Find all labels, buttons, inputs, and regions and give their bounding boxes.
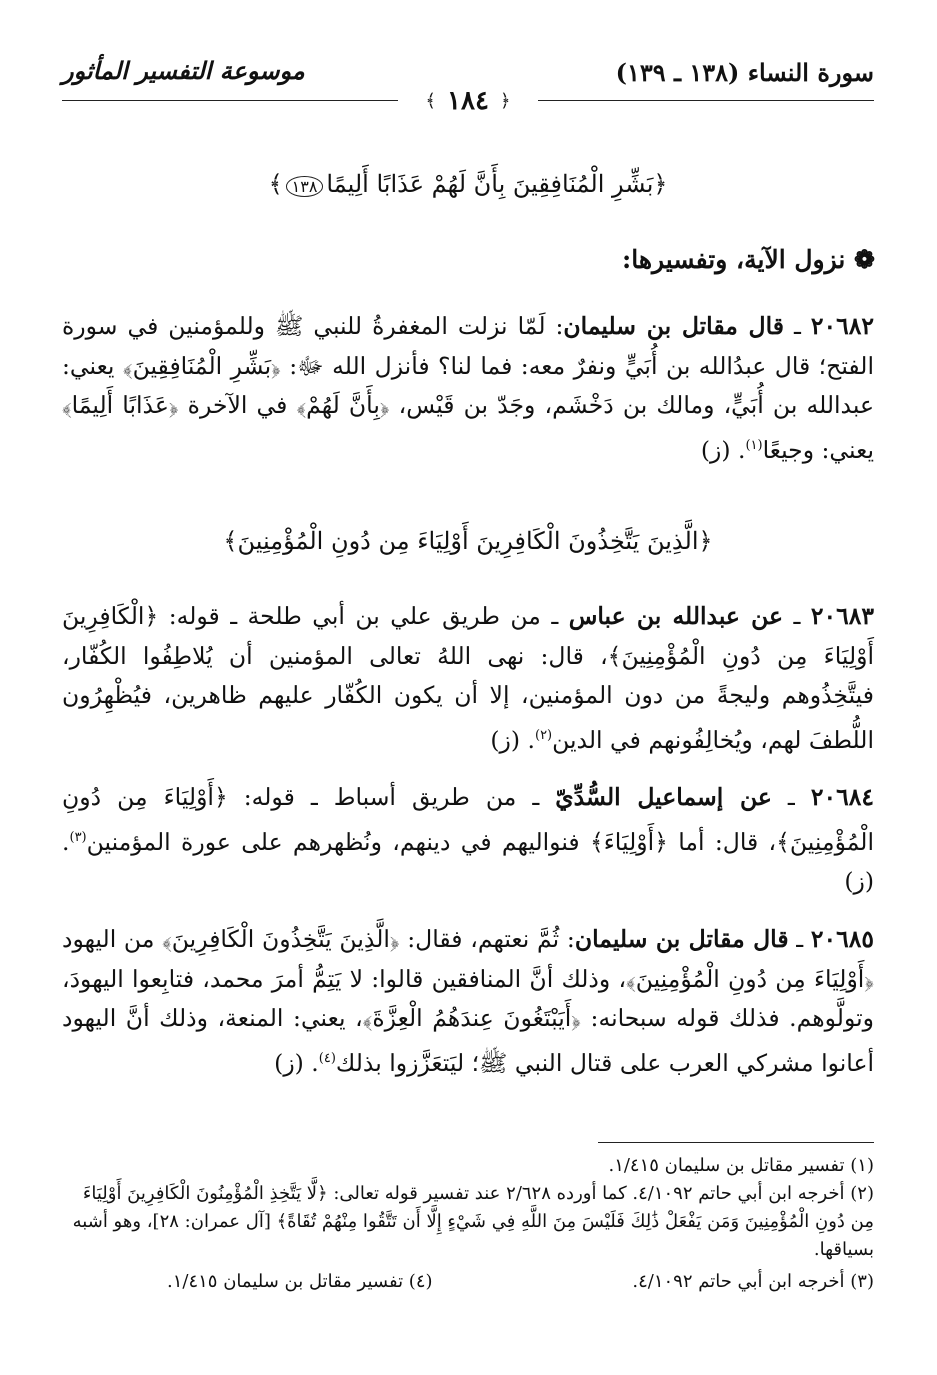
footnote-ref: (٢) — [534, 727, 553, 743]
narration-text: : ثُمَّ نعتهم، فقال: ﴿الَّذِينَ يَتَّخِذُونَ الْكَافِرِينَ﴾ من اليهود ﴿أَوْلِيَاءَ مِن دُونِ الْمُؤْمِنِينَ﴾، وذلك أنَّ المنافقين قالوا: لا يَتِمُّ أمرَ محمد، فتابِعوا اليهودَ، وتولَّوهم. فذلك قوله سبحانه: ﴿أَيَبْتَغُونَ عِندَهُمُ الْعِزَّةَ﴾، يعني: المنعة، وذلك أنَّ اليهود أعانوا مشركي العرب على قتال النبي ﷺ؛ ليَتعَزَّزوا بذلك — [62, 925, 874, 1077]
narration-20683: ٢٠٦٨٣ ـ عن عبدالله بن عباس ـ من طريق علي بن أبي طلحة ـ قوله: ﴿الْكَافِرِينَ أَوْلِيَاءَ مِن دُونِ الْمُؤْمِنِينَ﴾، قال: نهى اللهُ تعالى المؤمنين أن يُلاطِفُوا الكُفّار، فيتَّخِذُوهم وليجةً من دون المؤمنين، إلا أن يكون الكُفّار عليهم ظاهرين، فيُظْهِرُون اللُّطفَ لهم، ويُخالِفُونهم في الدين$^{(٢)}$. (ز) — [62, 602, 874, 754]
narration-number: ٢٠٦٨٥ — [810, 925, 875, 953]
narrator-name: عن إسماعيل السُّدِّيّ — [555, 783, 772, 811]
narration-text: ـ من طريق أسباط ـ قوله: ﴿أَوْلِيَاءَ مِن دُونِ الْمُؤْمِنِينَ﴾، قال: أما ﴿أَوْلِيَاءَ﴾ فنواليهم في دينهم، ونُظهرهم على عورة المؤمنين — [62, 783, 874, 856]
quran-verse-138 — [62, 170, 874, 198]
source-marker: . (ز) — [490, 725, 535, 754]
quran-verse-139: ﴿الَّذِينَ يَتَّخِذُونَ الْكَافِرِينَ أَوْلِيَاءَ مِن دُونِ الْمُؤْمِنِينَ﴾ — [223, 527, 713, 555]
narration-20684: ٢٠٦٨٤ ـ عن إسماعيل السُّدِّيّ ـ من طريق أسباط ـ قوله: ﴿أَوْلِيَاءَ مِن دُونِ الْمُؤْمِنِينَ﴾، قال: أما ﴿أَوْلِيَاءَ﴾ فنواليهم في دينهم، ونُظهرهم على عورة المؤمنين$^{(٣)}$. (ز) — [62, 783, 874, 895]
footnote-4: (٤) تفسير مقاتل بن سليمان ١/٤١٥. — [167, 1271, 433, 1292]
narrator-name: قال مقاتل بن سليمان — [574, 925, 789, 953]
footnote-2: (٢) أخرجه ابن أبي حاتم ٤/١٠٩٢. كما أورده ٢/٦٢٨ عند تفسير قوله تعالى: ﴿لَّا يَتَّخِذِ الْمُؤْمِنُونَ الْكَافِرِينَ أَوْلِيَاءَ مِن دُونِ الْمُؤْمِنِينَ وَمَن يَفْعَلْ ذَٰلِكَ فَلَيْسَ مِنَ اللَّهِ فِي شَيْءٍ إِلَّا أَن تَتَّقُوا مِنْهُمْ تُقَاةً﴾ [آل عمران: ٢٨]، وهو أشبه بسياقها. — [72, 1183, 874, 1260]
narration-text: : لَمّا نزلت المغفرةُ للنبي ﷺ وللمؤمنين في سورة الفتح؛ قال عبدُالله بن أُبَيٍّ ونفرٌ معه: فما لنا؟ فأنزل الله ﷻ: ﴿بَشِّرِ الْمُنَافِقِينَ﴾ يعني: عبدالله بن أُبَيٍّ، ومالك بن دَخْشَم، وجَدّ بن قَيْس، ﴿بِأَنَّ لَهُمْ﴾ في الآخرة ﴿عَذَابًا أَلِيمًا﴾ يعني: وجيعًا — [62, 312, 874, 464]
source-marker: . (ز) — [274, 1048, 319, 1077]
ornament-icon: ﴿ — [500, 90, 511, 112]
narration-text: ـ من طريق علي بن أبي طلحة ـ قوله: ﴿الْكَافِرِينَ أَوْلِيَاءَ مِن دُونِ الْمُؤْمِنِينَ﴾، قال: نهى اللهُ تعالى المؤمنين أن يُلاطِفُوا الكُفّار، فيتَّخِذُوهم وليجةً من دون المؤمنين، إلا أن يكون الكُفّار عليهم ظاهرين، فيُظْهِرُون اللُّطفَ لهم، ويُخالِفُونهم في الدين — [62, 602, 874, 754]
footnote-ref: (١) — [745, 437, 763, 453]
footnote-3: (٣) أخرجه ابن أبي حاتم ٤/١٠٩٢. — [632, 1271, 874, 1292]
footnote-ref: (٣) — [69, 829, 87, 845]
ornament-icon: ﴾ — [425, 90, 436, 112]
page-number: ١٨٤ — [447, 86, 489, 116]
footnote-rule — [598, 1142, 874, 1143]
section-heading: ❁ نزول الآية، وتفسيرها: — [621, 245, 875, 274]
narration-number: ٢٠٦٨٤ — [810, 783, 874, 811]
verse-number: ١٣٨ — [286, 176, 324, 197]
narrator-name: عن عبدالله بن عباس — [568, 602, 784, 630]
encyclopedia-title: موسوعة التفسير المأثور — [62, 56, 305, 85]
source-marker: . (ز) — [700, 435, 746, 464]
footnote-ref: (٤) — [318, 1050, 336, 1066]
narration-number: ٢٠٦٨٢ — [810, 312, 875, 340]
narrator-name: قال مقاتل بن سليمان — [563, 312, 784, 340]
verse-text: ﴿بَشِّرِ الْمُنَافِقِينَ بِأَنَّ لَهُمْ عَذَابًا أَلِيمًا — [326, 170, 668, 198]
page-number-block — [398, 86, 538, 116]
narration-20682: ٢٠٦٨٢ ـ قال مقاتل بن سليمان: لَمّا نزلت المغفرةُ للنبي ﷺ وللمؤمنين في سورة الفتح؛ قال عبدُالله بن أُبَيٍّ ونفرٌ معه: فما لنا؟ فأنزل الله ﷻ: ﴿بَشِّرِ الْمُنَافِقِينَ﴾ يعني: عبدالله بن أُبَيٍّ، ومالك بن دَخْشَم، وجَدّ بن قَيْس، ﴿بِأَنَّ لَهُمْ﴾ في الآخرة ﴿عَذَابًا أَلِيمًا﴾ يعني: وجيعًا$^{(١)}$. (ز) — [62, 312, 875, 464]
footnote-1: (١) تفسير مقاتل بن سليمان ١/٤١٥. — [608, 1155, 874, 1176]
verse-close: ﴾ — [268, 170, 283, 198]
surah-title: سورة النساء (١٣٨ ـ ١٣٩) — [615, 58, 874, 87]
footnotes — [62, 1152, 874, 1296]
footnote-row — [62, 1268, 874, 1296]
narration-20685: ٢٠٦٨٥ ـ قال مقاتل بن سليمان: ثُمَّ نعتهم، فقال: ﴿الَّذِينَ يَتَّخِذُونَ الْكَافِرِينَ﴾ من اليهود ﴿أَوْلِيَاءَ مِن دُونِ الْمُؤْمِنِينَ﴾، وذلك أنَّ المنافقين قالوا: لا يَتِمُّ أمرَ محمد، فتابِعوا اليهودَ، وتولَّوهم. فذلك قوله سبحانه: ﴿أَيَبْتَغُونَ عِندَهُمُ الْعِزَّةَ﴾، يعني: المنعة، وذلك أنَّ اليهود أعانوا مشركي العرب على قتال النبي ﷺ؛ ليَتعَزَّزوا بذلك$^{(٤)}$. (ز) — [62, 925, 875, 1077]
source-marker: . (ز) — [62, 827, 874, 895]
narration-number: ٢٠٦٨٣ — [810, 602, 874, 630]
